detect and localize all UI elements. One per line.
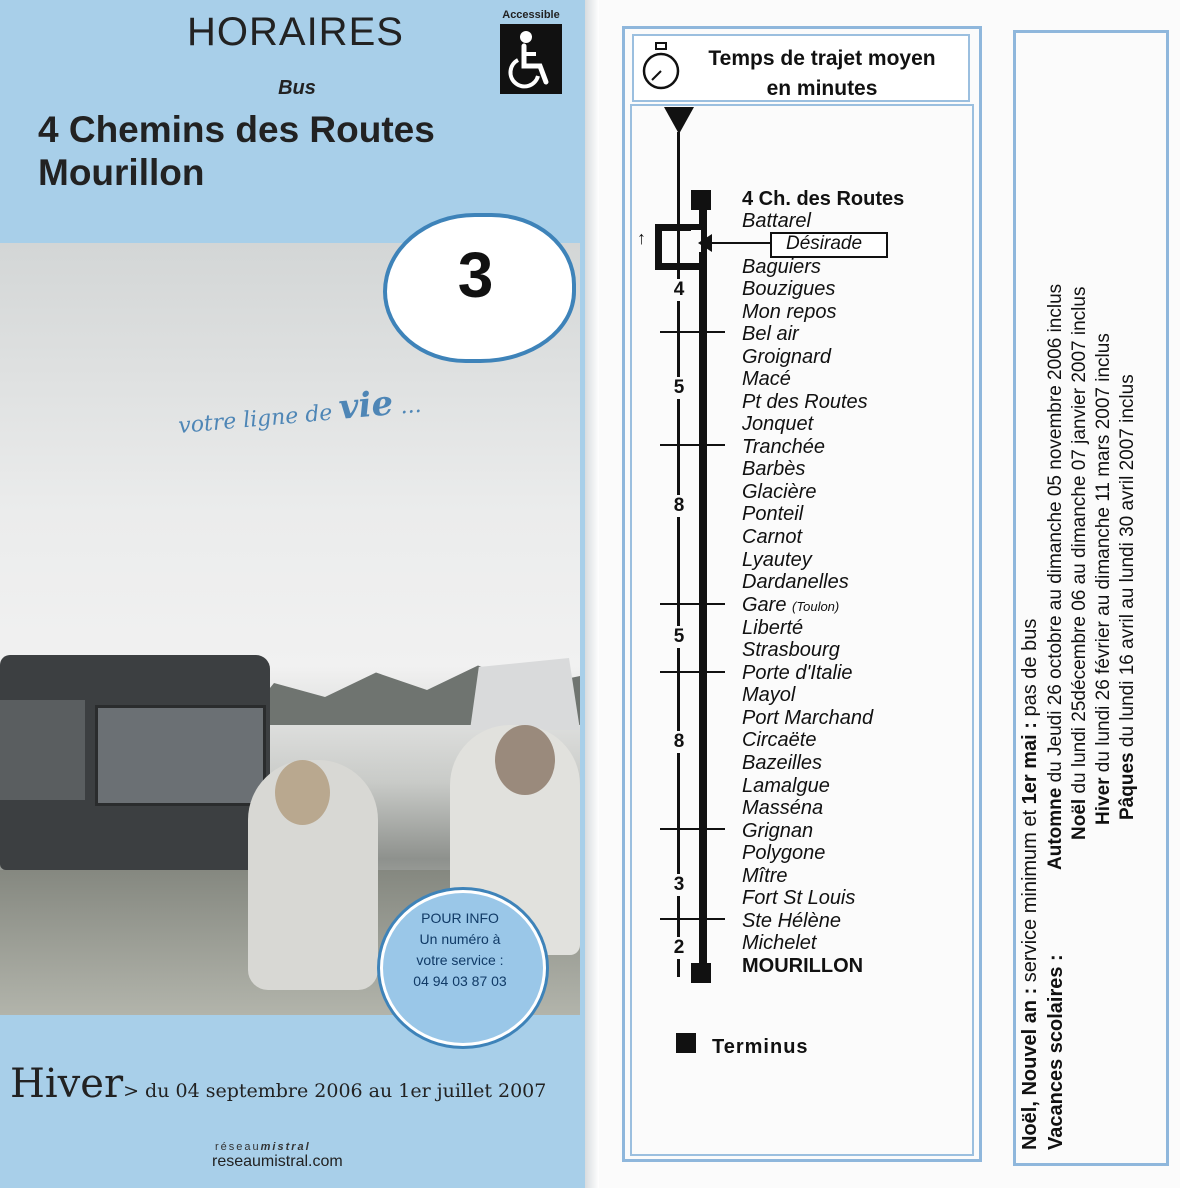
info-line2: Un numéro à — [419, 931, 501, 947]
stop-name: Port Marchand — [742, 707, 874, 729]
time-tick — [660, 444, 725, 446]
holiday-period: Automne du Jeudi 26 octobre au dimanche 05 novembre 2006 inclus — [1045, 283, 1066, 870]
holiday-bold-b: 1er mai : — [1019, 722, 1041, 805]
school-holidays-title: Vacances scolaires : — [1045, 954, 1067, 1150]
photo-bus-side — [0, 700, 85, 800]
holiday-line1 — [1019, 619, 1042, 1150]
stop-name: Pt des Routes — [742, 391, 868, 413]
terminus-marker-bottom — [691, 963, 711, 983]
terminus-legend-label: Terminus — [712, 1036, 809, 1058]
wheelchair-icon — [500, 24, 562, 94]
info-text — [386, 908, 534, 992]
terminus-bottom-label: MOURILLON — [742, 955, 864, 977]
photo-man-head — [495, 725, 555, 795]
stop-gare — [742, 594, 839, 618]
stop-name: Glacière — [742, 481, 817, 503]
travel-time-title-line1: Temps de trajet moyen — [708, 47, 936, 70]
stop-name: Bel air — [742, 323, 799, 345]
time-tick — [660, 603, 725, 605]
stop-name: Groignard — [742, 346, 831, 368]
stop-name: Barbès — [742, 458, 806, 480]
stop-name: Porte d'Italie — [742, 662, 853, 684]
stop-name: Michelet — [742, 932, 817, 954]
stop-name: Bouzigues — [742, 278, 836, 300]
segment-time: 2 — [668, 937, 690, 959]
stop-name: Lamalgue — [742, 775, 830, 797]
season-dates: > du 04 septembre 2006 au 1er juillet 2007 — [123, 1080, 547, 1102]
network-prefix: réseau — [215, 1141, 261, 1153]
stop-name: Baguiers — [742, 256, 821, 278]
stopwatch-icon — [640, 42, 682, 92]
segment-time: 8 — [668, 495, 690, 517]
slogan-start: votre ligne de — [177, 400, 334, 439]
network-url: reseaumistral.com — [212, 1153, 343, 1170]
segment-time: 8 — [668, 731, 690, 753]
info-line3: votre service : — [416, 952, 504, 968]
route-destination: Mourillon — [38, 152, 205, 193]
travel-time-title-line2: en minutes — [766, 77, 878, 100]
stop-name: Mître — [742, 865, 788, 887]
stop-name: Fort St Louis — [742, 887, 856, 909]
stop-name: Grignan — [742, 820, 814, 842]
stop-name: Mon repos — [742, 301, 837, 323]
stop-name: Liberté — [742, 617, 804, 639]
stop-name: Ponteil — [742, 503, 804, 525]
desirade-arrow-icon — [698, 234, 712, 252]
time-tick — [660, 671, 725, 673]
stop-name: Lyautey — [742, 549, 812, 571]
holiday-period: Hiver du lundi 26 février au dimanche 11 mars 2007 inclus — [1093, 333, 1114, 825]
stop-name: Carnot — [742, 526, 803, 548]
brochure-cover — [0, 0, 585, 1188]
accessible-label: Accessible — [502, 9, 560, 21]
time-tick — [660, 331, 725, 333]
stop-name: Dardanelles — [742, 571, 849, 593]
stop-name: Macé — [742, 368, 791, 390]
segment-time: 3 — [668, 874, 690, 896]
desirade-pointer-line — [706, 242, 772, 244]
route-title — [38, 108, 435, 194]
stop-note: (Toulon) — [792, 599, 840, 614]
holiday-period: Pâques du lundi 16 avril au lundi 30 avril 2007 inclus — [1117, 374, 1138, 820]
stop-name: Battarel — [742, 210, 811, 232]
info-phone: 04 94 03 87 03 — [413, 973, 507, 989]
network-name — [215, 1141, 311, 1153]
stop-desirade: Désirade — [786, 233, 863, 254]
holiday-period: Noël du lundi 25décembre 06 au dimanche 07 janvier 2007 inclus — [1069, 286, 1090, 840]
info-line1: POUR INFO — [421, 910, 499, 926]
stop-name: Polygone — [742, 842, 826, 864]
header-title: HORAIRES — [187, 10, 404, 54]
stop-name: Tranchée — [742, 436, 826, 458]
stop-name: Masséna — [742, 797, 824, 819]
up-arrow-icon: ↑ — [637, 228, 646, 248]
fold-shadow — [585, 0, 599, 1188]
stop-name: Circaëte — [742, 729, 817, 751]
time-tick — [660, 828, 725, 830]
time-tick — [660, 918, 725, 920]
segment-time: 5 — [668, 626, 690, 648]
direction-triangle — [664, 107, 694, 134]
network-suffix: mistral — [260, 1141, 311, 1153]
mode-label: Bus — [278, 77, 316, 99]
route-origin: 4 Chemins des Routes — [38, 109, 435, 150]
season-word: Hiver — [10, 1061, 124, 1107]
photo-woman-head — [275, 760, 330, 825]
slogan-end: ... — [399, 392, 423, 420]
stop-name: Mayol — [742, 684, 796, 706]
travel-time-title — [682, 44, 962, 104]
slogan-big: vie — [337, 383, 395, 428]
terminus-legend-icon — [676, 1033, 696, 1053]
stop-name: Jonquet — [742, 413, 814, 435]
terminus-top-label: 4 Ch. des Routes — [742, 188, 905, 210]
segment-time: 4 — [668, 279, 690, 301]
line-number: 3 — [457, 239, 494, 311]
season-banner — [10, 1061, 546, 1107]
segment-time: 5 — [668, 377, 690, 399]
holiday-text-a: service minimum et — [1019, 809, 1041, 983]
holiday-bold-a: Noël, Nouvel an : — [1019, 987, 1041, 1150]
photo-bus-window — [95, 705, 266, 806]
holiday-text-b: pas de bus — [1019, 618, 1041, 717]
route-line — [699, 200, 707, 977]
stop-name: Gare — [742, 594, 787, 616]
stop-name: Strasbourg — [742, 639, 840, 661]
stop-name: Bazeilles — [742, 752, 823, 774]
terminus-marker-top — [691, 190, 711, 210]
stop-name: Ste Hélène — [742, 910, 841, 932]
